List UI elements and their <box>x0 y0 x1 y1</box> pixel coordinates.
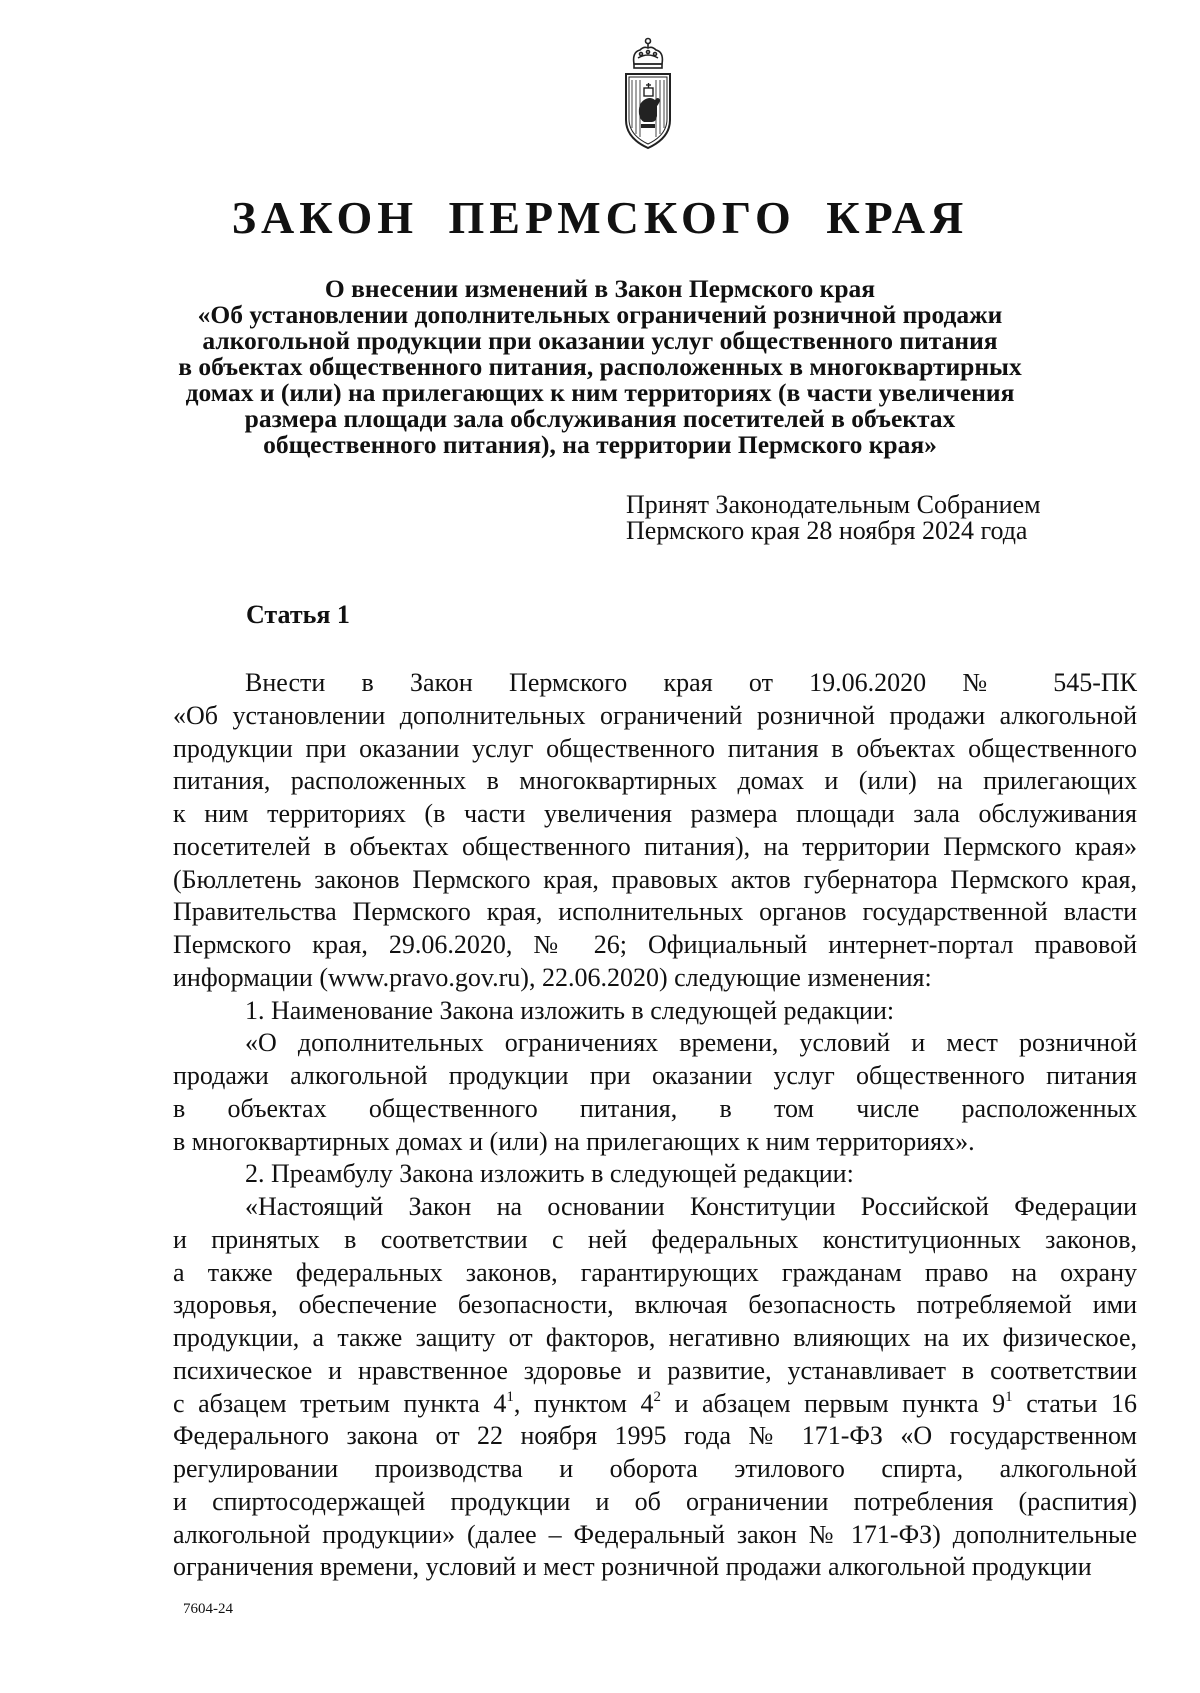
body-line: к ним территориях (в части увеличения размера площади зала обслуживания <box>173 799 1137 828</box>
superscript: 1 <box>506 1388 514 1405</box>
body-line: питания, расположенных в многоквартирных домах и (или) на прилегающих <box>173 766 1137 796</box>
body-line: посетителей в объектах общественного питания), на территории Пермского края» <box>173 831 1137 861</box>
body-line: в объектах общественного питания, в том числе расположенных <box>173 1093 1137 1123</box>
body-line-with-superscripts <box>173 1388 1137 1421</box>
body-line: алкогольной продукции» (далее – Федеральный закон № 171-ФЗ) дополнительные <box>173 1519 1137 1549</box>
perm-krai-coat-of-arms-icon <box>622 36 674 156</box>
body-line: «Настоящий Закон на основании Конституции Российской Федерации <box>245 1192 1137 1221</box>
body-line: Правительства Пермского края, исполнительных органов государственной власти <box>173 897 1137 927</box>
body-line: психическое и нравственное здоровье и развитие, устанавливает в соответствии <box>173 1355 1137 1385</box>
body-line: регулировании производства и оборота этилового спирта, алкогольной <box>173 1454 1137 1483</box>
body-line: и спиртосодержащей продукции и об ограничении потребления (распития) <box>173 1486 1137 1516</box>
body-line: Внести в Закон Пермского края от 19.06.2020 № 545-ПК <box>245 668 1137 697</box>
ref-text: с абзацем третьим пункта 4 <box>173 1388 507 1418</box>
body-line: продажи алкогольной продукции при оказании услуг общественного питания <box>173 1061 1137 1090</box>
body-line: Пермского края, 29.06.2020, № 26; Официальный интернет-портал правовой <box>173 930 1137 959</box>
body-line: 1. Наименование Закона изложить в следующей редакции: <box>245 995 895 1025</box>
article-heading: Статья 1 <box>246 600 350 629</box>
body-line: Федерального закона от 22 ноября 1995 года № 171-ФЗ «О государственном <box>173 1421 1137 1451</box>
body-line: «О дополнительных ограничениях времени, условий и мест розничной <box>245 1028 1137 1058</box>
law-title: ЗАКОН ПЕРМСКОГО КРАЯ <box>231 192 969 243</box>
body-line: продукции при оказании услуг общественного питания в объектах общественного <box>173 733 1137 763</box>
body-line: (Бюллетень законов Пермского края, правовых актов губернатора Пермского края, <box>173 864 1137 894</box>
subtitle-line: размера площади зала обслуживания посетителей в объектах <box>244 404 956 433</box>
body-line: и принятых в соответствии с ней федеральных конституционных законов, <box>173 1224 1137 1254</box>
adoption-line: Пермского края 28 ноября 2024 года <box>626 516 1028 545</box>
body-line: информации (www.pravo.gov.ru), 22.06.2020) следующие изменения: <box>173 962 932 992</box>
body-line: а также федеральных законов, гарантирующих гражданам право на охрану <box>173 1257 1137 1287</box>
subtitle-line: алкогольной продукции при оказании услуг общественного питания <box>202 326 998 355</box>
subtitle-line: «Об установлении дополнительных ограничений розничной продажи <box>197 300 1003 329</box>
body-line: продукции, а также защиту от факторов, негативно влияющих на их физическое, <box>173 1323 1137 1352</box>
superscript: 1 <box>1005 1388 1013 1405</box>
subtitle-line: О внесении изменений в Закон Пермского края <box>324 274 876 303</box>
subtitle-line: общественного питания), на территории Пермского края» <box>263 430 937 459</box>
body-line: в многоквартирных домах и (или) на прилегающих к ним территориях». <box>173 1126 975 1156</box>
body-line: ограничения времени, условий и мест розничной продажи алкогольной продукции <box>173 1552 1092 1582</box>
law-subtitle <box>150 276 1050 458</box>
body-line: «Об установлении дополнительных ограничений розничной продажи алкогольной <box>173 700 1137 730</box>
subtitle-line: домах и (или) на прилегающих к ним территориях (в части увеличения <box>185 378 1015 407</box>
subtitle-line: в объектах общественного питания, расположенных в многоквартирных <box>178 352 1022 381</box>
body-line: здоровья, обеспечение безопасности, включая безопасность потребляемой ими <box>173 1290 1137 1320</box>
adoption-note <box>626 492 1041 544</box>
article-body <box>173 667 1137 1584</box>
superscript: 2 <box>653 1388 662 1405</box>
ref-text: и абзацем первым пункта 9 <box>661 1388 1006 1418</box>
ref-text: статьи 16 <box>1012 1388 1137 1418</box>
document-code: 7604-24 <box>183 1601 233 1617</box>
body-line: 2. Преамбулу Закона изложить в следующей редакции: <box>245 1159 854 1189</box>
ref-text: , пунктом 4 <box>513 1388 654 1418</box>
adoption-line: Принят Законодательным Собранием <box>626 490 1041 519</box>
